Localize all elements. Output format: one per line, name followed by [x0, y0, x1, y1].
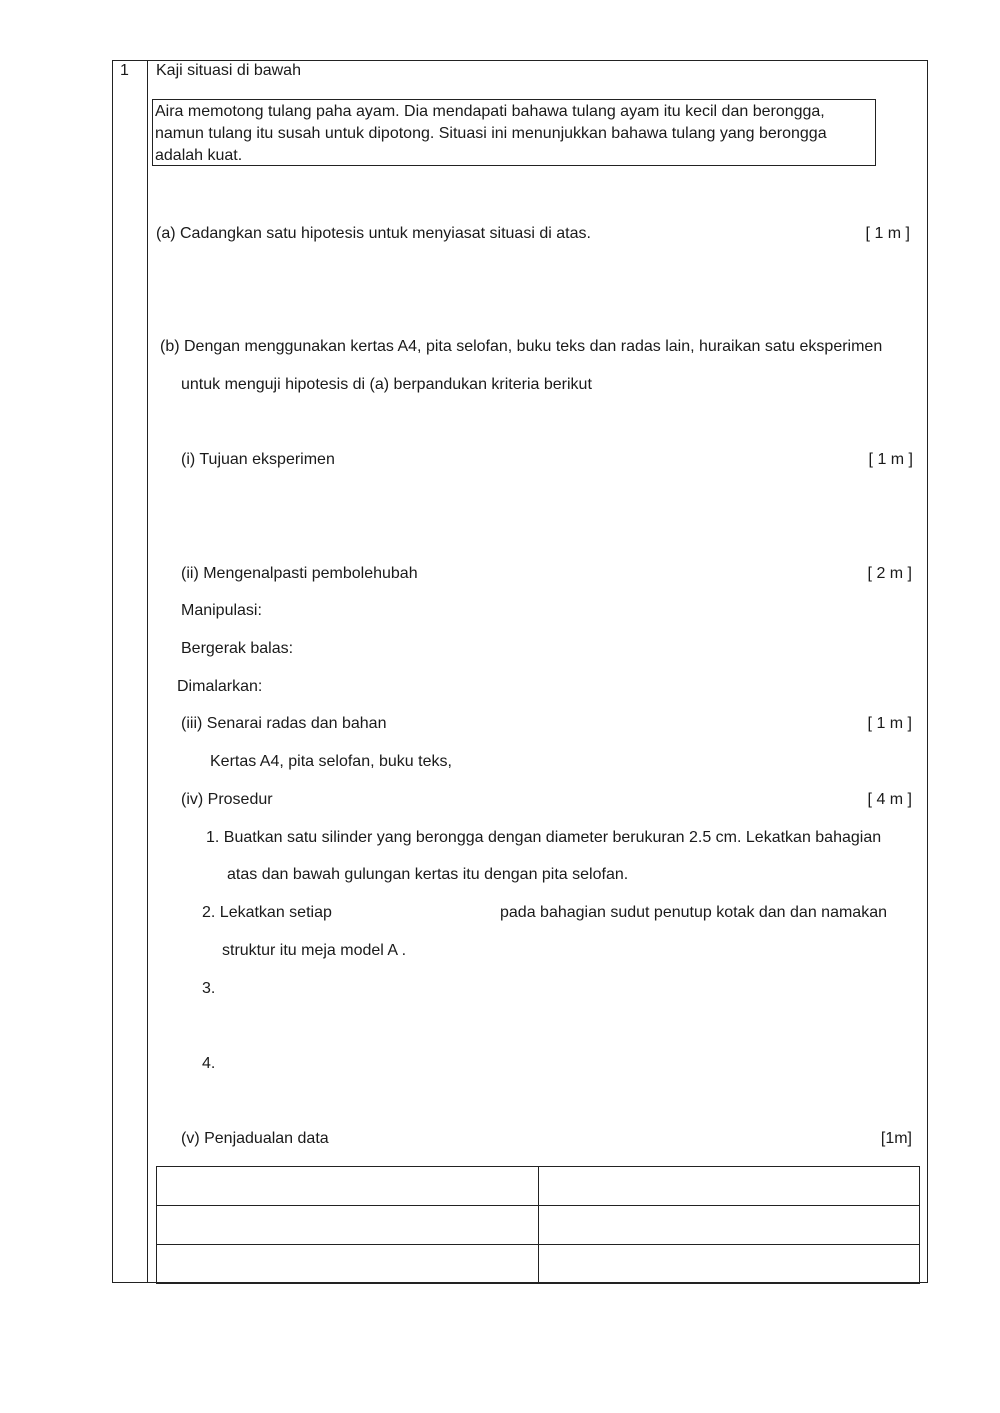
part-b-ii-mark: [ 2 m ]	[867, 565, 912, 582]
number-column-divider	[147, 60, 148, 1283]
part-b-i-text: (i) Tujuan eksperimen	[181, 451, 335, 468]
procedure-step-2-part-1: 2. Lekatkan setiap	[202, 904, 332, 921]
part-b-iii-text: (iii) Senarai radas dan bahan	[181, 715, 387, 732]
procedure-step-4: 4.	[202, 1055, 216, 1072]
table-cell	[538, 1206, 920, 1245]
procedure-step-1-line-2: atas dan bawah gulungan kertas itu dengan pita selofan.	[227, 866, 629, 883]
table-cell	[157, 1245, 539, 1284]
situation-box	[152, 99, 876, 166]
table-cell	[538, 1245, 920, 1284]
procedure-step-2-part-2: pada bahagian sudut penutup kotak dan dan namakan	[500, 904, 887, 921]
manipulated-variable-label: Manipulasi:	[181, 602, 262, 619]
procedure-step-2-line-2: struktur itu meja model A .	[222, 942, 407, 959]
part-b-iv-mark: [ 4 m ]	[867, 791, 912, 808]
constant-variable-label: Dimalarkan:	[177, 678, 263, 695]
table-row	[157, 1206, 920, 1245]
part-b-iii-mark: [ 1 m ]	[867, 715, 912, 732]
question-heading: Kaji situasi di bawah	[156, 62, 301, 79]
part-b-i-mark: [ 1 m ]	[868, 451, 913, 468]
table-row	[157, 1167, 920, 1206]
part-a-text: (a) Cadangkan satu hipotesis untuk menyiasat situasi di atas.	[156, 225, 591, 242]
table-cell	[538, 1167, 920, 1206]
procedure-step-3: 3.	[202, 980, 216, 997]
situation-line-3: adalah kuat.	[155, 147, 243, 164]
table-cell	[157, 1206, 539, 1245]
part-b-v-mark: [1m]	[880, 1130, 912, 1147]
responding-variable-label: Bergerak balas:	[181, 640, 294, 657]
part-b-line-2: untuk menguji hipotesis di (a) berpandukan kriteria berikut	[181, 376, 592, 393]
situation-line-1: Aira memotong tulang paha ayam. Dia mendapati bahawa tulang ayam itu kecil dan berongga,	[155, 103, 825, 120]
part-b-iv-text: (iv) Prosedur	[181, 791, 273, 808]
question-number: 1	[120, 62, 129, 79]
materials-list: Kertas A4, pita selofan, buku teks,	[210, 753, 452, 770]
part-b-v-text: (v) Penjadualan data	[181, 1130, 329, 1147]
part-a-mark: [ 1 m ]	[865, 225, 910, 242]
part-b-line-1: (b) Dengan menggunakan kertas A4, pita selofan, buku teks dan radas lain, huraikan satu eksperimen	[160, 338, 883, 355]
table-cell	[157, 1167, 539, 1206]
table-row	[157, 1245, 920, 1284]
procedure-step-1-line-1: 1. Buatkan satu silinder yang berongga dengan diameter berukuran 2.5 cm. Lekatkan bahagian	[206, 829, 882, 846]
part-b-ii-text: (ii) Mengenalpasti pembolehubah	[181, 565, 418, 582]
situation-line-2: namun tulang itu susah untuk dipotong. Situasi ini menunjukkan bahawa tulang yang berongga	[155, 125, 827, 142]
data-table	[156, 1166, 920, 1284]
